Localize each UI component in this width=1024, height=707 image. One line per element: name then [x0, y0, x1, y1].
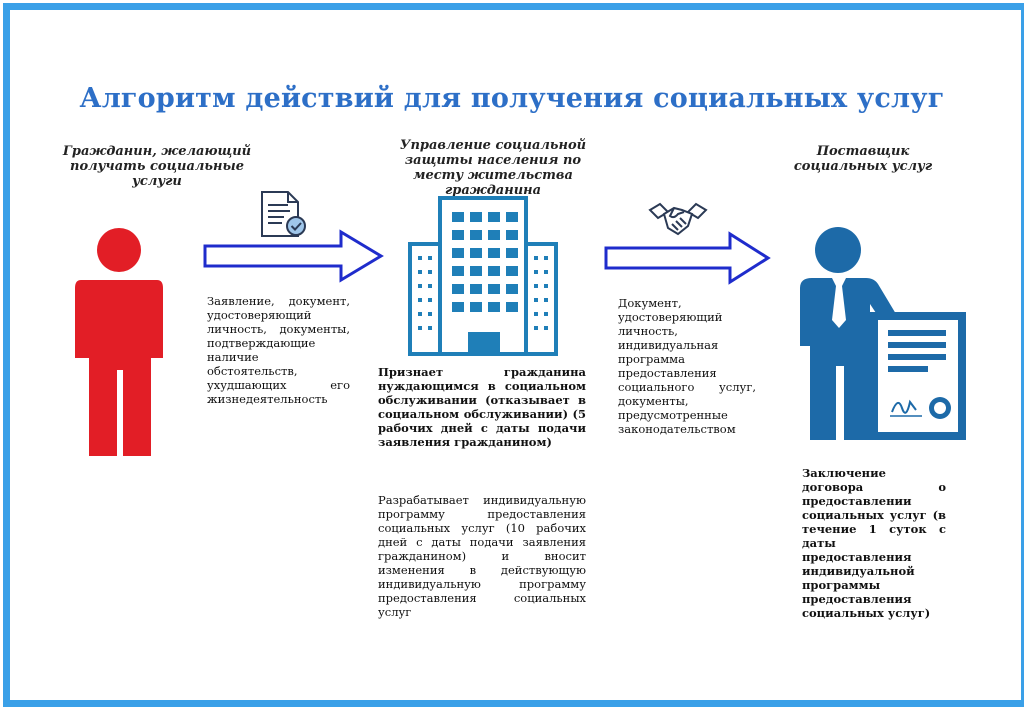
department-caption: Управление социальной защиты населения по месту жительства гражданина	[399, 138, 587, 198]
businessman-with-contract-icon	[792, 226, 972, 446]
arrow-department-to-provider	[604, 232, 772, 284]
provider-caption: Поставщик социальных услуг	[793, 144, 933, 174]
department-program-text: Разрабатывает индивидуальную программу предоставления социальных услуг (10 рабочих дней с даты подачи заявления гражданином) и вносит изменения в действующую индивидуальную программу предоставления социальных услуг	[378, 493, 586, 619]
citizen-caption: Гражданин, желающий получать социальные услуги	[62, 144, 252, 189]
provider-documents-text: Документ, удостоверяющий личность, индивидуальная программа предоставления социального услуг, документы, предусмотренные законодательством	[618, 296, 756, 436]
provider-contract-text: Заключение договора о предоставлении социальных услуг (в течение 1 суток с даты предоставления индивидуальной программы предоставления социальных услуг)	[802, 466, 946, 620]
page-title: Алгоритм действий для получения социальных услуг	[79, 83, 945, 114]
office-building-icon	[410, 196, 560, 356]
person-icon	[71, 228, 171, 458]
citizen-documents-text: Заявление, документ, удостоверяющий личность, документы, подтверждающие наличие обстоятельств, ухудшающих его жизнедеятельность	[207, 294, 350, 406]
department-recognition-text: Признает гражданина нуждающимся в социальном обслуживании (отказывает в социальном обслуживании) (5 рабочих дней с даты подачи заявления гражданином)	[378, 365, 586, 449]
arrow-citizen-to-department	[203, 230, 385, 282]
